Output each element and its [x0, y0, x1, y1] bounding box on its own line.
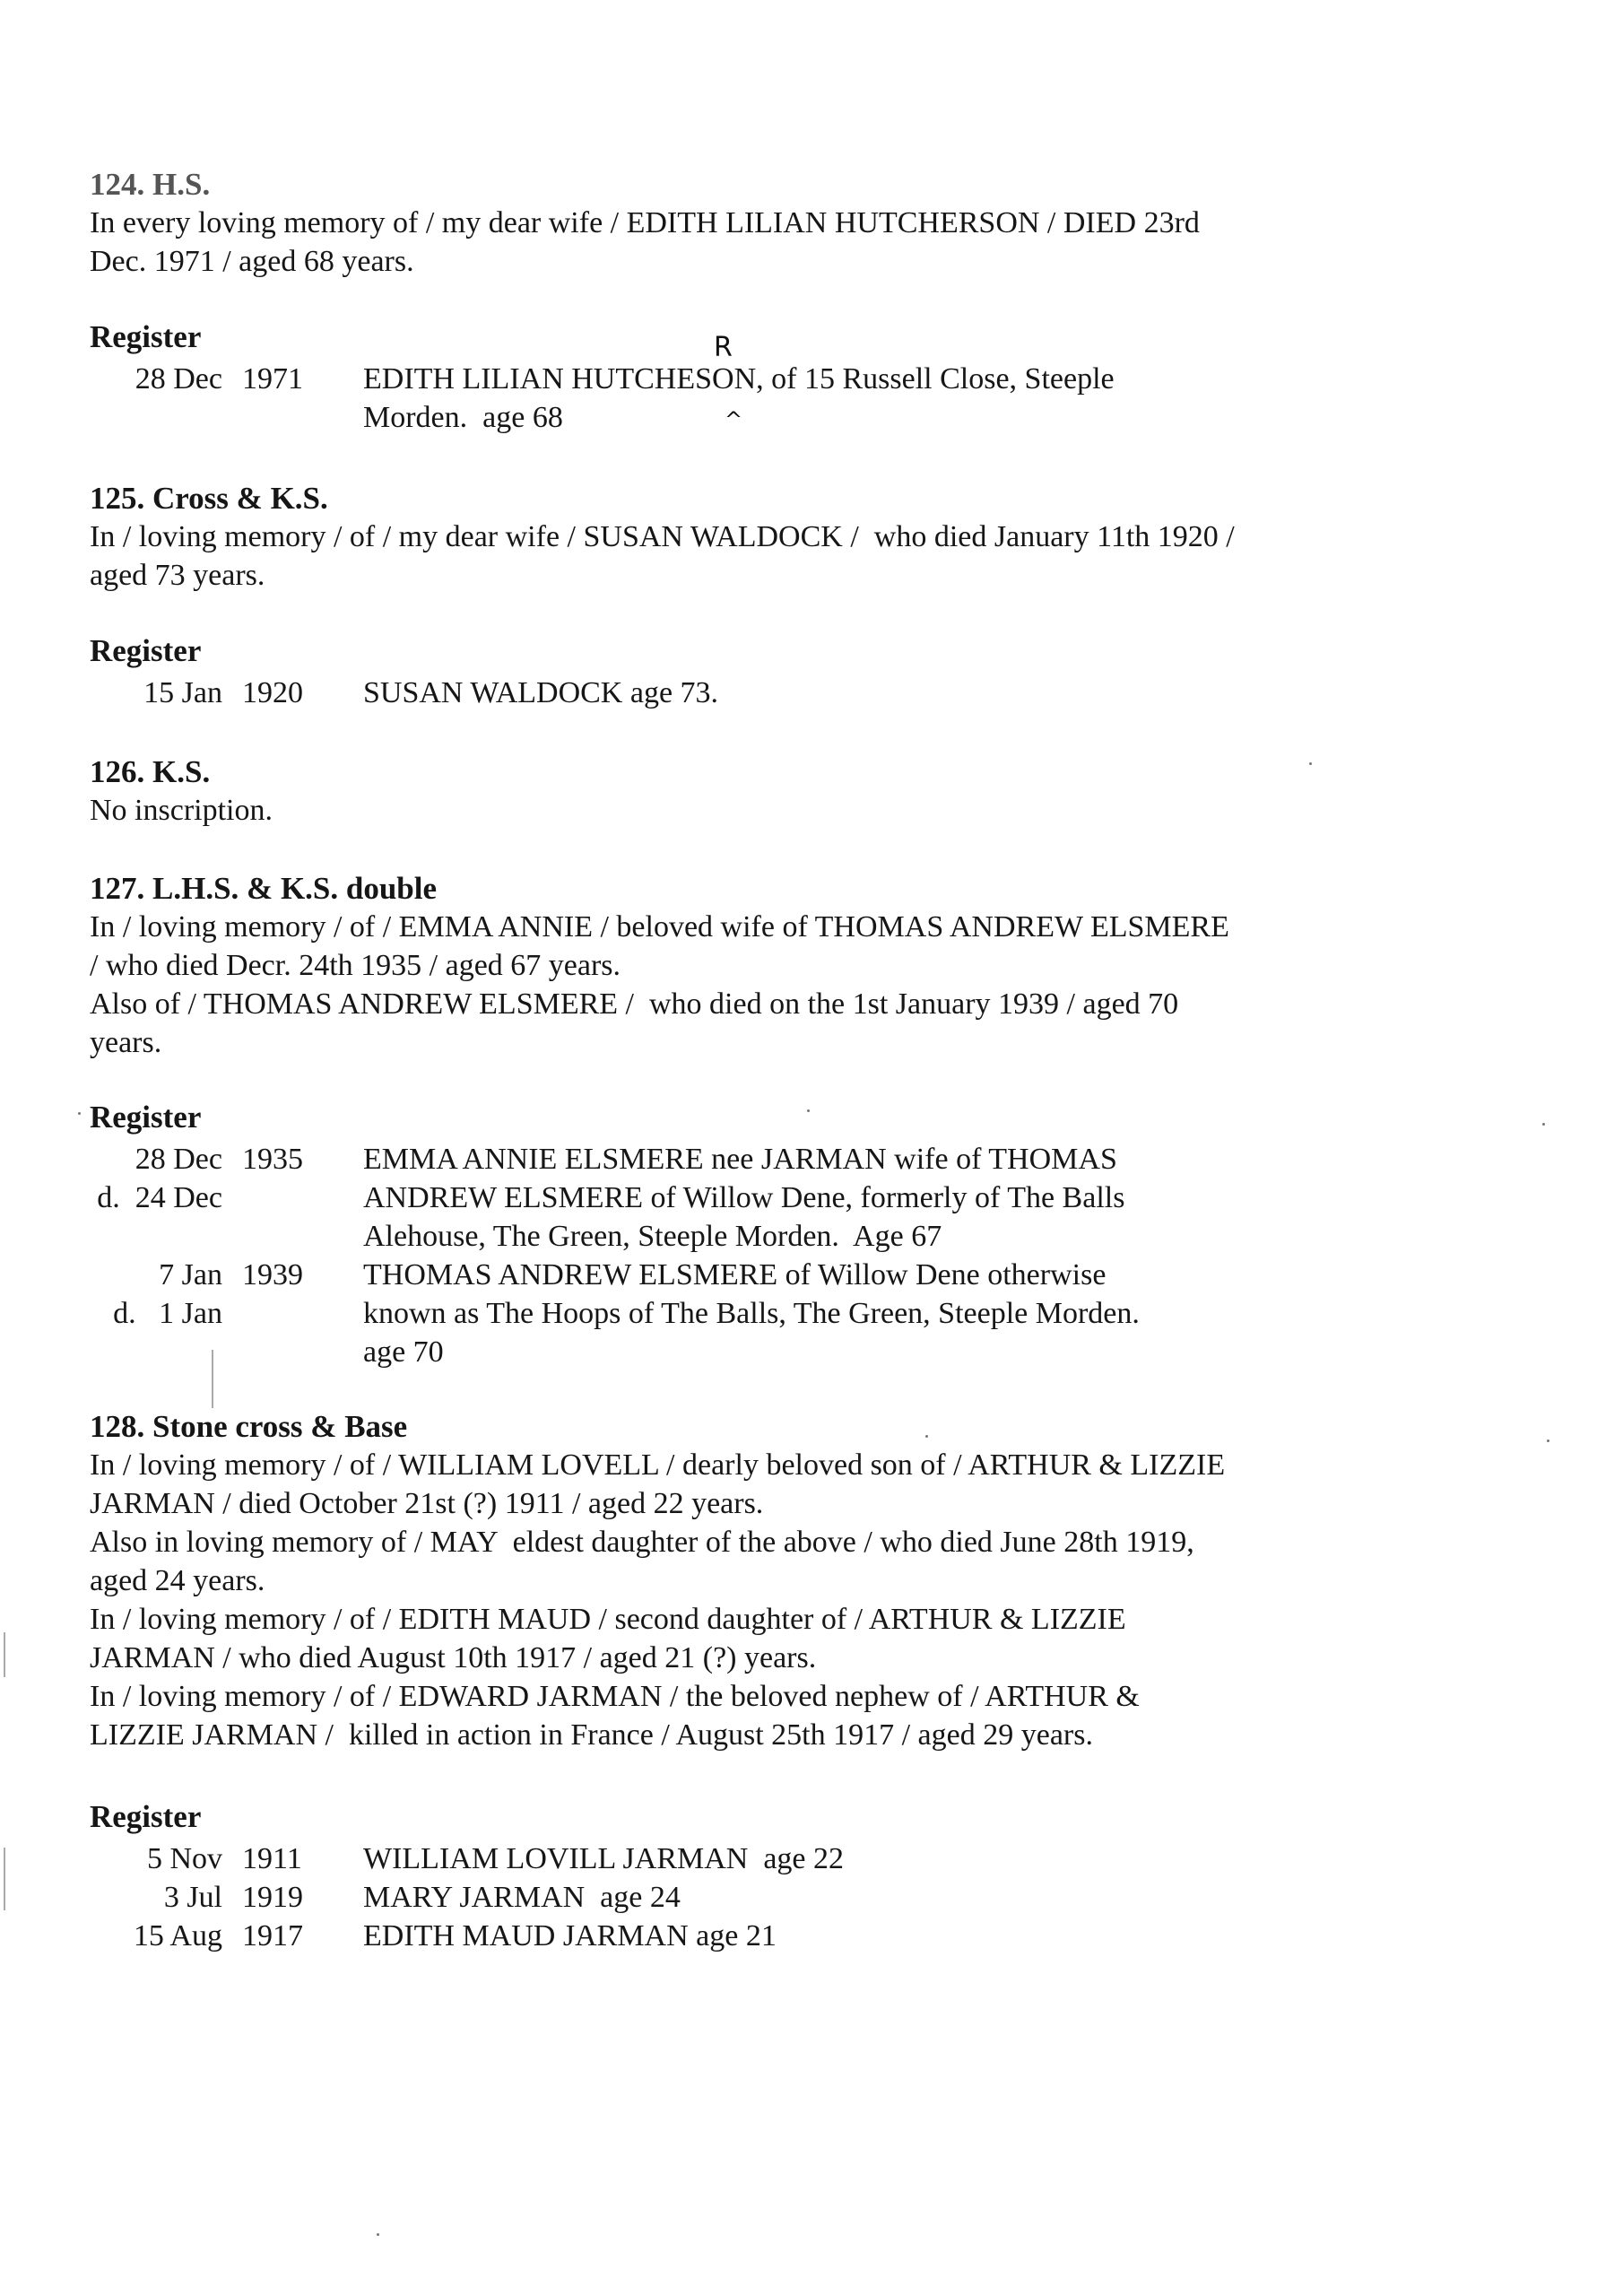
inscription-line: JARMAN / who died August 10th 1917 / aged 21 (?) years.: [90, 1641, 817, 1674]
register-text: Alehouse, The Green, Steeple Morden. Age 67: [363, 1220, 942, 1253]
scan-speck: [1542, 1123, 1545, 1126]
register-date: 5 Nov: [146, 1842, 222, 1875]
entry-heading: 124. H.S.: [90, 167, 211, 202]
entry-heading: 128. Stone cross & Base: [90, 1409, 408, 1444]
register-date: d. 1 Jan: [113, 1297, 222, 1330]
entry-128: [90, 1408, 1345, 1754]
register-text: age 70: [363, 1335, 444, 1369]
register-year: 1911: [242, 1842, 302, 1875]
register-row: [90, 1839, 1345, 1878]
register-row: [90, 398, 1345, 437]
scan-speck: [807, 1109, 810, 1112]
register-year: 1917: [242, 1919, 303, 1952]
inscription-line: Also of / THOMAS ANDREW ELSMERE / who died on the 1st January 1939 / aged 70: [90, 987, 1179, 1021]
register-row: [90, 674, 1345, 712]
register-year: 1920: [242, 676, 303, 709]
entry-heading: 127. L.H.S. & K.S. double: [90, 871, 438, 906]
entry-124: [90, 166, 1345, 281]
inscription-line: aged 73 years.: [90, 559, 265, 592]
register-year: 1919: [242, 1881, 303, 1914]
register-text: ANDREW ELSMERE of Willow Dene, formerly of The Balls: [363, 1181, 1125, 1214]
inscription-line: / who died Decr. 24th 1935 / aged 67 years.: [90, 949, 621, 982]
scan-speck: [377, 2233, 379, 2236]
inscription-line: In every loving memory of / my dear wife / EDITH LILIAN HUTCHERSON / DIED 23rd: [90, 206, 1200, 239]
register-128: [90, 1798, 1345, 1955]
inscription-line: In / loving memory / of / EDITH MAUD / second daughter of / ARTHUR & LIZZIE: [90, 1603, 1126, 1636]
entry-126: [90, 753, 1345, 830]
inscription-line: LIZZIE JARMAN / killed in action in France / August 25th 1917 / aged 29 years.: [90, 1718, 1093, 1752]
register-text: SUSAN WALDOCK age 73.: [363, 676, 719, 709]
register-127: [90, 1099, 1345, 1371]
register-row: [90, 1256, 1345, 1294]
register-text: WILLIAM LOVILL JARMAN age 22: [363, 1842, 845, 1875]
inscription-line: Dec. 1971 / aged 68 years.: [90, 245, 414, 278]
register-date: d. 24 Dec: [97, 1181, 222, 1214]
inscription-line: No inscription.: [90, 794, 273, 827]
register-row: [90, 1294, 1345, 1333]
register-text: known as The Hoops of The Balls, The Green, Steeple Morden.: [363, 1297, 1140, 1330]
register-125: [90, 632, 1345, 712]
register-text: EDITH MAUD JARMAN age 21: [363, 1919, 777, 1952]
register-title: Register: [90, 1100, 202, 1135]
inscription-line: JARMAN / died October 21st (?) 1911 / aged 22 years.: [90, 1487, 764, 1520]
scan-mark: [212, 1350, 213, 1408]
scan-speck: [925, 1435, 928, 1438]
register-date: 15 Jan: [143, 676, 222, 709]
scan-speck: [78, 1112, 81, 1115]
register-row: [90, 1917, 1345, 1955]
register-row: [90, 1178, 1345, 1217]
entry-127: [90, 870, 1345, 1062]
handwritten-correction: R: [714, 332, 733, 363]
entry-heading: 126. K.S.: [90, 754, 211, 789]
entry-125: [90, 480, 1345, 595]
register-text: EDITH LILIAN HUTCHESON, of 15 Russell Close, Steeple: [363, 362, 1115, 396]
scan-mark: [4, 1848, 5, 1910]
register-title: Register: [90, 319, 202, 354]
scan-mark: [4, 1632, 5, 1677]
entry-heading: 125. Cross & K.S.: [90, 481, 328, 516]
inscription-line: aged 24 years.: [90, 1564, 265, 1597]
handwritten-caret: ^: [725, 407, 743, 432]
register-title: Register: [90, 633, 202, 668]
register-row: [90, 360, 1345, 398]
register-date: 3 Jul: [163, 1881, 222, 1914]
register-date: 28 Dec: [135, 1143, 222, 1176]
register-row: [90, 1140, 1345, 1178]
inscription-line: In / loving memory / of / EMMA ANNIE / beloved wife of THOMAS ANDREW ELSMERE: [90, 910, 1229, 944]
register-text: Morden. age 68: [363, 401, 563, 434]
register-year: 1939: [242, 1258, 303, 1292]
inscription-line: In / loving memory / of / EDWARD JARMAN / the beloved nephew of / ARTHUR &: [90, 1680, 1140, 1713]
register-year: 1935: [242, 1143, 303, 1176]
register-text: EMMA ANNIE ELSMERE nee JARMAN wife of THOMAS: [363, 1143, 1117, 1176]
register-date: 28 Dec: [135, 362, 222, 396]
register-date: 15 Aug: [133, 1919, 222, 1952]
register-year: 1971: [242, 362, 303, 396]
inscription-line: In / loving memory / of / my dear wife / SUSAN WALDOCK / who died January 11th 1920 /: [90, 520, 1235, 553]
register-date: 7 Jan: [159, 1258, 222, 1292]
register-text: MARY JARMAN age 24: [363, 1881, 681, 1914]
inscription-line: years.: [90, 1026, 162, 1059]
inscription-line: Also in loving memory of / MAY eldest daughter of the above / who died June 28th 1919,: [90, 1526, 1194, 1559]
register-row: [90, 1333, 1345, 1371]
register-text: THOMAS ANDREW ELSMERE of Willow Dene otherwise: [363, 1258, 1107, 1292]
scan-speck: [1309, 762, 1312, 765]
scan-speck: [1547, 1439, 1549, 1442]
register-title: Register: [90, 1799, 202, 1834]
inscription-line: In / loving memory / of / WILLIAM LOVELL / dearly beloved son of / ARTHUR & LIZZIE: [90, 1448, 1226, 1482]
register-row: [90, 1217, 1345, 1256]
register-row: [90, 1878, 1345, 1917]
